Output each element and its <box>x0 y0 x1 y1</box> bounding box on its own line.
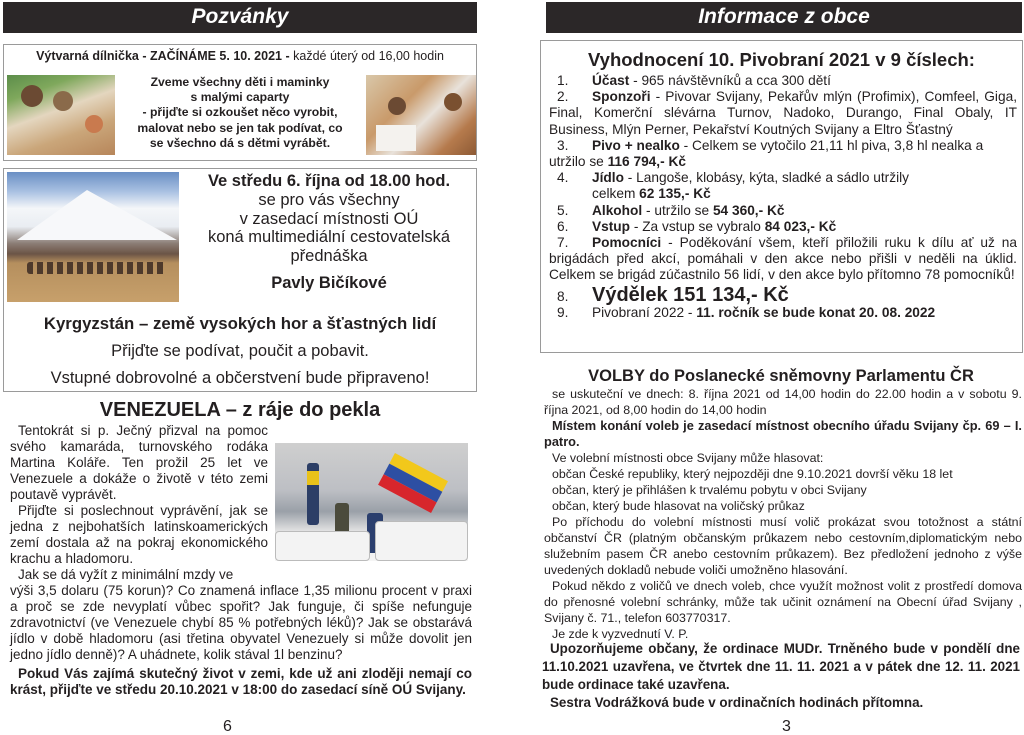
beer-festival-title: Vyhodnocení 10. Pivobraní 2021 v 9 číslech: <box>588 49 975 70</box>
workshop-title-schedule: každé úterý od 16,00 hodin <box>289 49 444 63</box>
venezuela-paragraph-start: Jak se dá vyžít z minimální mzdy ve <box>18 567 234 582</box>
list-item: 3. Pivo + nealko - Celkem se vytočilo 21,11 hl piva, 3,8 hl nealka a utržilo se 116 794,- Kč <box>549 137 984 170</box>
section-header-pozvanky: Pozvánky <box>3 2 477 33</box>
lecture-speaker: Pavly Bičíkové <box>271 274 387 292</box>
page-number: 3 <box>782 718 791 735</box>
workshop-title-bold: Výtvarná dílnička - ZAČÍNÁME 5. 10. 2021 - <box>36 49 290 63</box>
beer-festival-results <box>540 40 1023 353</box>
clinic-notice <box>542 640 1020 712</box>
list-item: 9. Pivobraní 2022 - 11. ročník se bude konat 20. 08. 2022 <box>557 304 936 320</box>
elections-eligible-intro: Ve volební místnosti obce Svijany může hlasovat: <box>552 451 824 465</box>
workshop-line: se všechno dá s dětmi vyrábět. <box>149 135 331 150</box>
children-painting-photo <box>366 75 476 155</box>
elections-eligible-item: občan, který je přihlášen k trvalému pobytu v obci Svijany <box>552 483 867 497</box>
lecture-entry-note: Vstupné dobrovolné a občerstvení bude připraveno! <box>50 369 430 387</box>
lecture-line: se pro vás všechny <box>258 191 400 209</box>
workshop-line: malovat nebo se jen tak podívat, co <box>137 120 343 135</box>
page-6 <box>0 0 480 735</box>
workshop-line: s malými caparty <box>190 90 290 105</box>
list-item-earnings: 8. Výdělek 151 134,- Kč <box>557 283 789 306</box>
list-item: 1. Účast - 965 návštěvníků a cca 300 dětí <box>557 73 831 88</box>
venezuela-paragraph: výši 3,5 dolaru (75 korun)? Co znamená inflace 1,35 milionu procent v praxi a proč se zde nevyplatí vůbec spořit? Jak funguje, či spíše nefunguje zdravotnictví (ve Venezuele chybí 85 % potřebných léků)? Jak se obstarává jídlo v době hladomoru (asi třetina obyvatel Venezuely si může dovolit jen jedno jídlo denně)? A uhádnete, kolik stával 1l benzinu? <box>10 583 472 662</box>
venezuela-invitation: Pokud Vás zajímá skutečný život v zemi, kde už ani zloději nemají co krást, přijďte ve středu 20.10.2021 v 18:00 do zasedací síně OÚ Svijany. <box>10 666 472 697</box>
elections-text <box>544 386 1022 642</box>
page-number: 6 <box>223 718 232 735</box>
venezuela-title: VENEZUELA – z ráje do pekla <box>99 399 381 421</box>
list-item: 2. Sponzoři - Pivovar Svijany, Pekařův mlýn (Profimix), Comfeel, Giga, Final, Komerční slévárna Turnov, Nadoko, Durango, Final Obaly, IT Business, Mlýn Perner, Pekařství Koutných Svijany a Eltro Šťastný <box>549 89 1017 137</box>
elections-mobile-box: Pokud někdo z voličů ve dnech voleb, chce využít možnost volit z prostředí domova do přenosné volební schránky, může tak učinit oznámení na Obecní úřad Svijany , Svijany č. 71., telefon 603770317. <box>544 579 1022 625</box>
lecture-date: Ve středu 6. října od 18.00 hod. <box>207 172 451 190</box>
list-item: 7. Pomocníci - Poděkování všem, kteří přiložili ruku k dílu ať už na brigádách před akcí, pomáhali v den akce nebo přišli v neděli na úklid. Celkem se brigád zúčastnilo 56 lidí, v den akce bylo přítomno 78 pomocníků! <box>549 235 1017 283</box>
elections-pickup: Je zde k vyzvednutí V. P. <box>552 627 689 641</box>
workshop-line: - přijďte si ozkoušet něco vyrobit, <box>142 105 338 120</box>
workshop-line: Zveme všechny děti i maminky <box>150 75 330 89</box>
beer-festival-list <box>549 73 1017 321</box>
workshop-announcement <box>3 44 477 161</box>
elections-eligible-item: občan, který bude hlasovat na voličský průkaz <box>552 499 805 513</box>
venezuela-paragraph: Tentokrát si p. Ječný přizval na pomoc svého kamaráda, turnovského rodáka Martina Koláře. Ten prožil 25 let ve Venezuele a dokáže o životě v této zemi poutavě vyprávět. <box>10 423 268 502</box>
mountain-herd-photo <box>7 172 179 302</box>
lecture-invite: Přijďte se podívat, poučit a pobavit. <box>111 342 369 360</box>
venezuela-paragraph: Přijďte si poslechnout vyprávění, jak se jedna z nejbohatších latinskoamerických zemí dostala až na pokraj ekonomického krachu a hladomoru. <box>10 503 268 566</box>
elections-eligible-item: občan České republiky, který nejpozději dne 9.10.2021 dovrší věku 18 let <box>552 467 953 481</box>
page-3 <box>538 0 1024 735</box>
clinic-nurse-text: Sestra Vodrážková bude v ordinačních hodinách přítomna. <box>550 695 924 710</box>
lecture-line: koná multimediální cestovatelská <box>207 228 451 246</box>
elections-id-requirement: Po příchodu do volební místnosti musí volič prokázat svou totožnost a státní občanství ČR (platným občanským průkazem nebo cestovním,diplomatickým nebo služebním pasem ČR anebo cestovním průkazem). Bez předložení jednoho z výše uvedených dokladů nebude voliči umožněno hlasování. <box>544 515 1022 577</box>
list-item: 4. Jídlo - Langoše, klobásy, kýta, sladké a sádlo utržily celkem 62 135,- Kč <box>557 170 909 202</box>
lecture-details <box>184 171 474 293</box>
clinic-closure-text: Upozorňujeme občany, že ordinace MUDr. Trněného bude v pondělí dne 11.10.2021 uzavřena, ve čtvrtek dne 11. 11. 2021 a v pátek dne 12. 11. 2021 bude ordinace také uzavřena. <box>542 641 1020 692</box>
travel-lecture-announcement <box>3 168 477 392</box>
lecture-topic: Kyrgyzstán – země vysokých hor a šťastných lidí <box>43 314 437 333</box>
section-header-informace: Informace z obce <box>546 2 1022 33</box>
lecture-line: přednáška <box>290 246 368 265</box>
venezuela-flag-crowd-photo <box>275 443 468 561</box>
workshop-description <box>124 75 356 151</box>
elections-title: VOLBY do Poslanecké sněmovny Parlamentu ČR <box>588 367 974 385</box>
list-item: 6. Vstup - Za vstup se vybralo 84 023,- Kč <box>557 218 837 234</box>
workshop-title <box>4 49 476 63</box>
elections-dates: se uskuteční ve dnech: 8. října 2021 od 14,00 hodin do 22.00 hodin a v sobotu 9. října 2021, od 8,00 hodin do 14,00 hodin <box>544 387 1022 417</box>
children-crafting-photo <box>7 75 115 155</box>
list-item: 5. Alkohol - utržilo se 54 360,- Kč <box>557 202 785 218</box>
lecture-line: v zasedací místnosti OÚ <box>239 209 419 228</box>
elections-place: Místem konání voleb je zasedací místnost obecního úřadu Svijany čp. 69 – I. patro. <box>544 418 1022 449</box>
